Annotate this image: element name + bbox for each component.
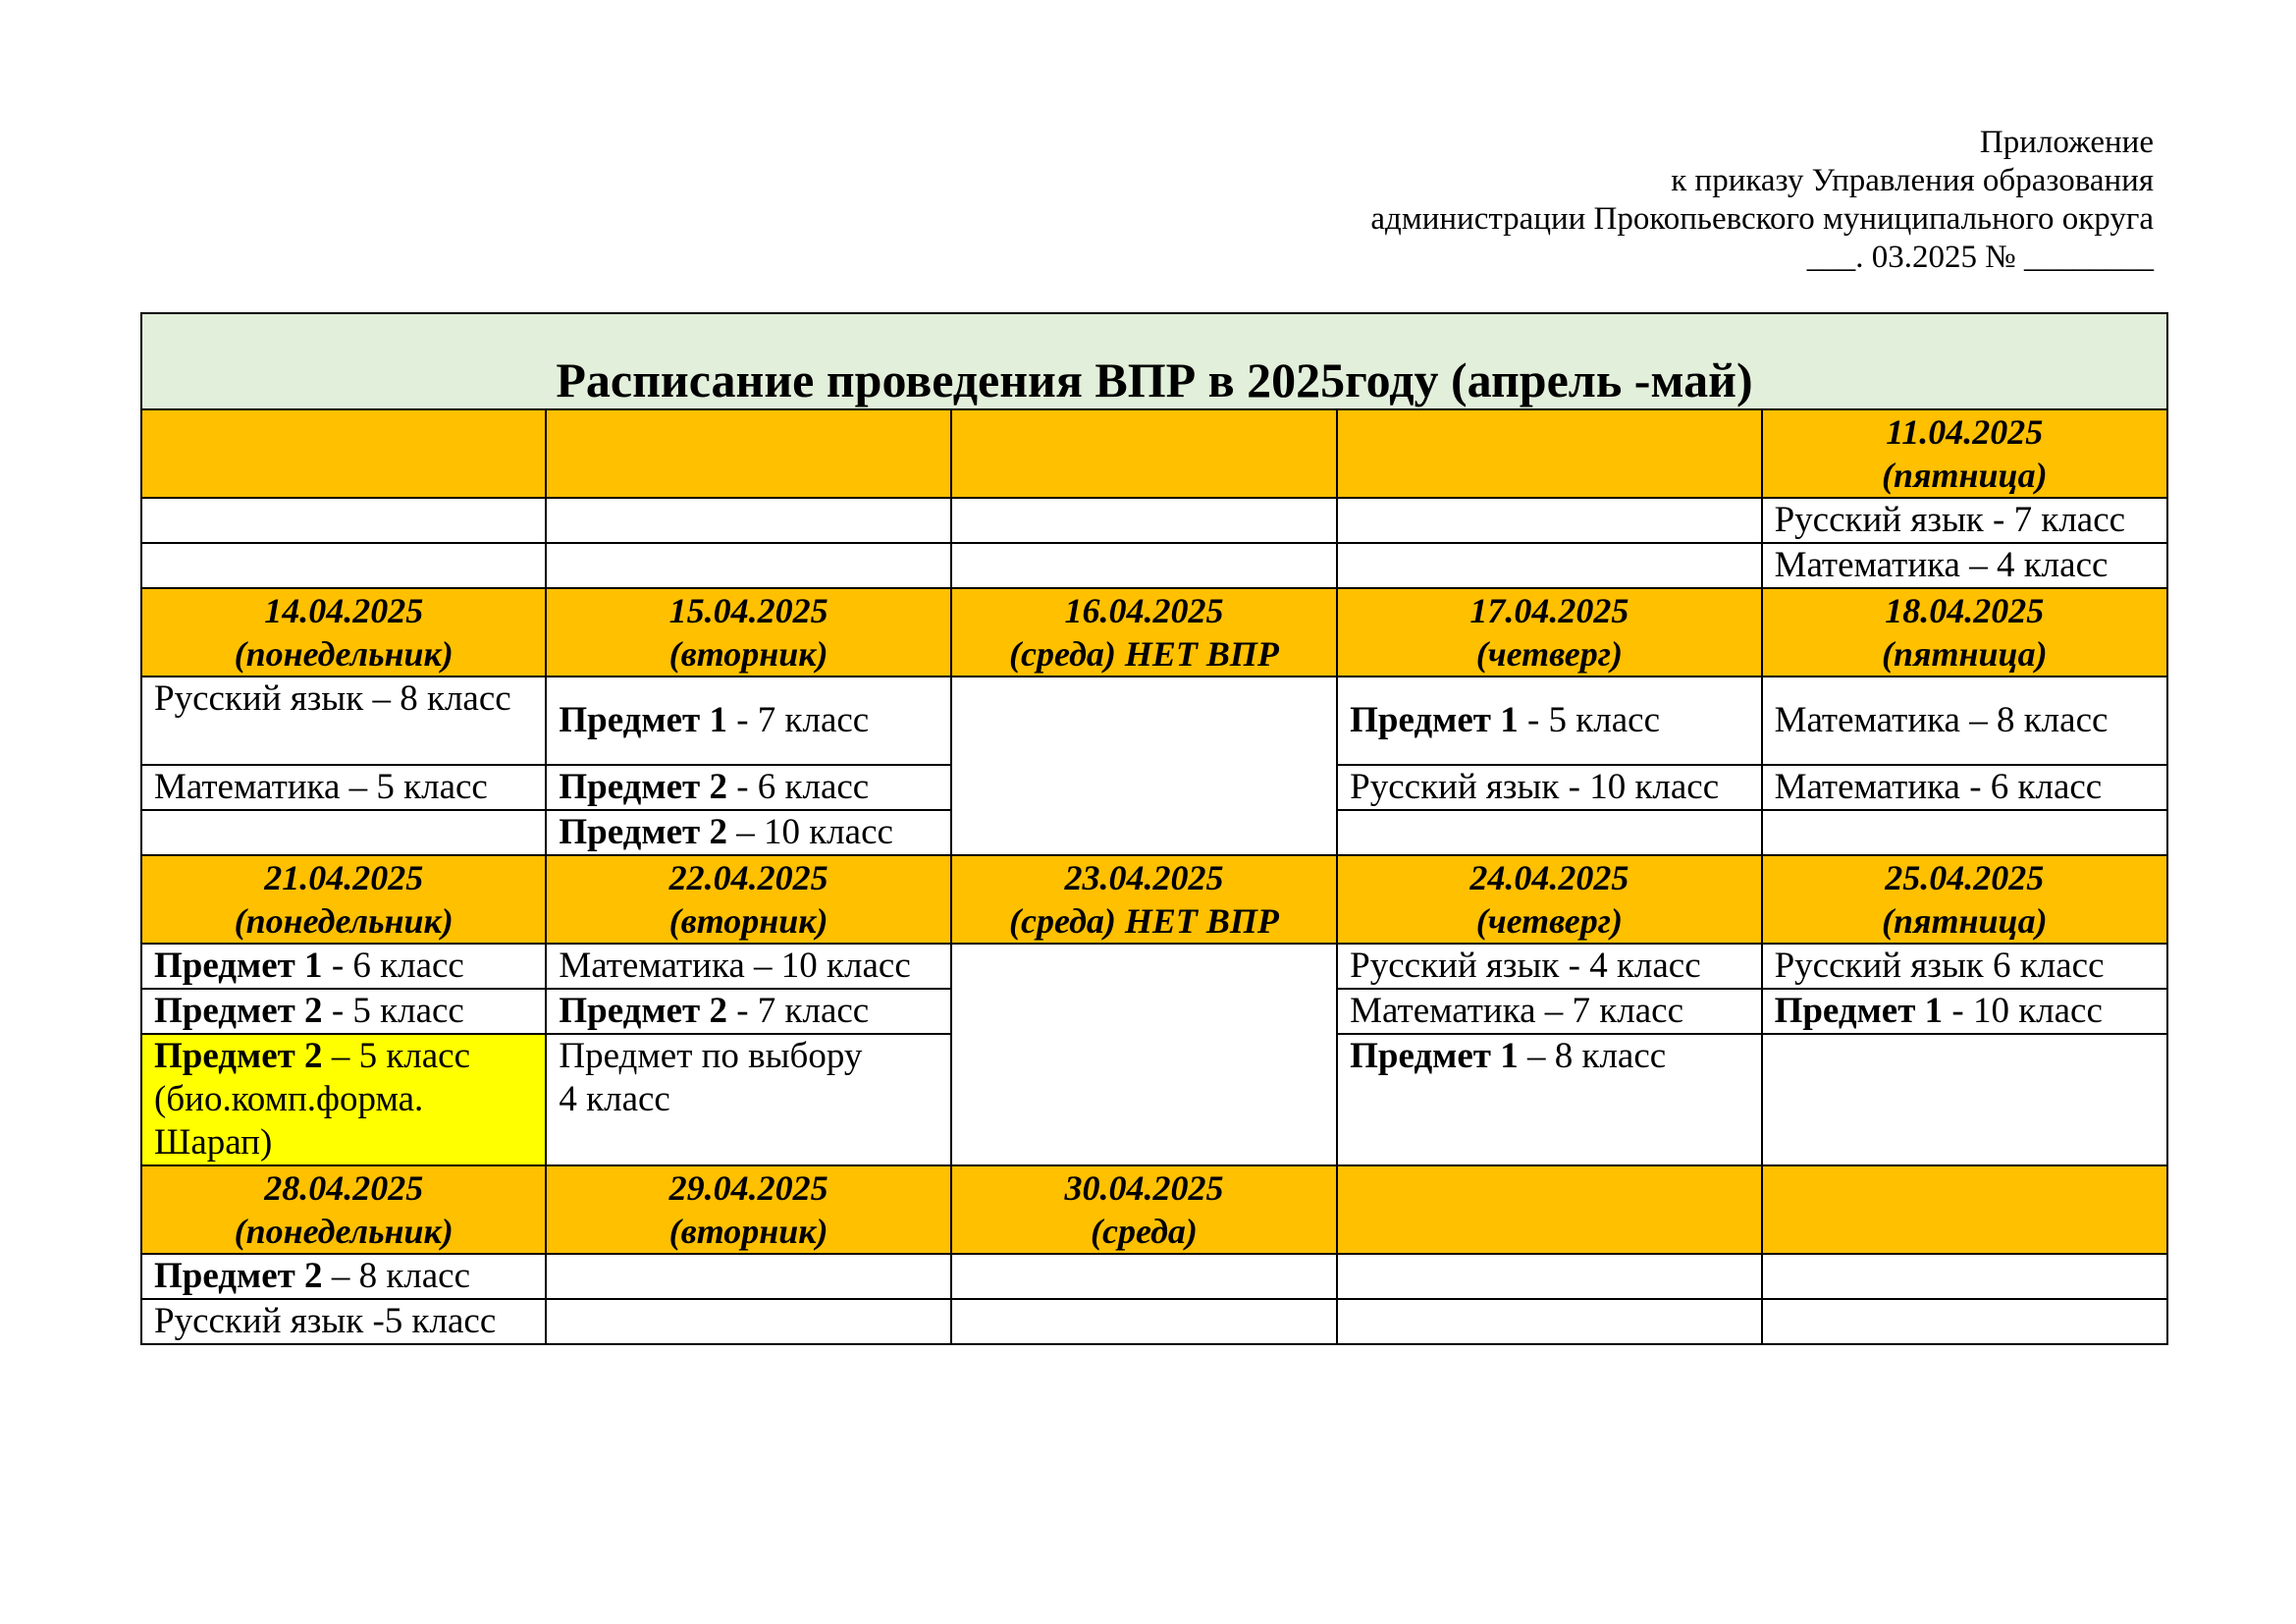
date-label: 24.04.2025 [1469,858,1629,897]
exam-entry: Математика – 4 класс [1762,543,2167,588]
empty-cell [951,1299,1337,1344]
empty-cell [546,543,950,588]
grade-label: - 5 класс [1518,700,1660,740]
date-cell-empty [1337,1165,1761,1254]
weekday-label: (понедельник) [234,1212,454,1251]
date-label: 17.04.2025 [1469,591,1629,630]
date-label: 15.04.2025 [668,591,828,630]
grade-label: - 6 класс [726,767,870,807]
date-cell-22-04 [546,855,950,944]
exam-row [141,944,2167,989]
exam-entry: Русский язык - 10 класс [1337,765,1761,810]
empty-cell [546,498,950,543]
exam-entry [141,944,546,989]
empty-cell [1337,810,1761,855]
weekday-label: (пятница) [1881,456,2048,495]
order-appendix-header [1370,124,2154,277]
date-cell-empty [141,409,546,498]
subject-label: Предмет 1 [1350,700,1519,740]
weekday-label: (пятница) [1881,901,2048,941]
subject-label: Предмет 2 [559,812,727,852]
exam-entry: Математика – 5 класс [141,765,546,810]
weekday-label: (вторник) [668,634,828,674]
grade-label: – 5 класс (био.комп.форма. Шарап) [154,1036,471,1163]
weekday-label: (вторник) [668,1212,828,1251]
subject-label: Предмет 2 [559,991,727,1031]
header-line-date-number: ___. 03.2025 № ________ [1806,240,2154,275]
date-cell-24-04 [1337,855,1761,944]
empty-cell [951,498,1337,543]
empty-cell [1762,810,2167,855]
weekday-label: (вторник) [668,901,828,941]
empty-cell [141,810,546,855]
empty-cell [951,1254,1337,1299]
exam-entry: Русский язык - 4 класс [1337,944,1761,989]
date-cell-empty [951,409,1337,498]
exam-entry: Математика – 10 класс [546,944,950,989]
date-cell-18-04 [1762,588,2167,677]
exam-entry [141,1254,546,1299]
date-label: 11.04.2025 [1886,412,2044,452]
exam-entry: Русский язык - 7 класс [1762,498,2167,543]
weekday-label: (пятница) [1881,634,2048,674]
exam-entry [546,677,950,765]
date-cell-25-04 [1762,855,2167,944]
date-row-week3 [141,855,2167,944]
date-label: 25.04.2025 [1885,858,2045,897]
grade-label: - 7 класс [726,700,870,740]
empty-cell [951,543,1337,588]
date-cell-17-04 [1337,588,1761,677]
exam-entry: Математика – 8 класс [1762,677,2167,765]
date-cell-empty [1337,409,1761,498]
date-cell-empty [546,409,950,498]
empty-cell [141,498,546,543]
weekday-label: (четверг) [1475,901,1623,941]
date-row-week1 [141,409,2167,498]
date-label: 22.04.2025 [668,858,828,897]
empty-cell [1337,1299,1761,1344]
date-label: 18.04.2025 [1885,591,2045,630]
exam-entry [546,810,950,855]
date-cell-28-04 [141,1165,546,1254]
exam-row [141,677,2167,765]
subject-label: Предмет 2 [154,1256,323,1296]
empty-cell [1337,498,1761,543]
date-cell-14-04 [141,588,546,677]
exam-entry: Русский язык -5 класс [141,1299,546,1344]
date-cell-15-04 [546,588,950,677]
vpr-schedule-table [140,312,2168,1345]
subject-label: Предмет 2 [559,767,727,807]
subject-label: Предмет 2 [154,1036,323,1076]
date-row-week2 [141,588,2167,677]
date-label: 28.04.2025 [264,1168,424,1208]
grade-label: – 10 класс [726,812,893,852]
exam-row [141,1299,2167,1344]
date-cell-29-04 [546,1165,950,1254]
title-row [141,313,2167,409]
exam-entry-highlighted [141,1034,546,1165]
empty-cell [1762,1034,2167,1165]
weekday-label: (понедельник) [234,901,454,941]
weekday-label: (четверг) [1475,634,1623,674]
exam-entry: Предмет по выбору 4 класс [546,1034,950,1165]
exam-entry [141,989,546,1034]
exam-entry: Математика – 7 класс [1337,989,1761,1034]
no-exam-cell [951,944,1337,1165]
date-label: 14.04.2025 [264,591,424,630]
weekday-label: (среда) НЕТ ВПР [1009,901,1279,941]
date-label: 16.04.2025 [1064,591,1224,630]
date-label: 29.04.2025 [668,1168,828,1208]
grade-label: - 10 класс [1943,991,2103,1031]
grade-label: - 6 класс [322,946,464,986]
grade-label: - 7 класс [726,991,870,1031]
weekday-label: (среда) НЕТ ВПР [1009,634,1279,674]
date-label: 21.04.2025 [264,858,424,897]
empty-cell [546,1254,950,1299]
date-cell-11-04 [1762,409,2167,498]
exam-row [141,498,2167,543]
date-cell-21-04 [141,855,546,944]
weekday-label: (понедельник) [234,634,454,674]
exam-entry: Русский язык 6 класс [1762,944,2167,989]
exam-entry [546,989,950,1034]
subject-label: Предмет 1 [1350,1036,1519,1076]
empty-cell [546,1299,950,1344]
grade-label: – 8 класс [322,1256,471,1296]
date-cell-23-04 [951,855,1337,944]
subject-label: Предмет 2 [154,991,323,1031]
exam-row [141,543,2167,588]
date-cell-16-04 [951,588,1337,677]
date-label: 30.04.2025 [1064,1168,1224,1208]
exam-entry [546,765,950,810]
subject-label: Предмет 1 [154,946,323,986]
empty-cell [1762,1254,2167,1299]
empty-cell [1337,543,1761,588]
empty-cell [141,543,546,588]
date-cell-30-04 [951,1165,1337,1254]
header-line-administration: администрации Прокопьевского муниципального округа [1370,201,2154,237]
exam-entry [1337,677,1761,765]
subject-label: Предмет 1 [559,700,727,740]
grade-label: – 8 класс [1518,1036,1667,1076]
no-exam-cell [951,677,1337,855]
subject-label: Предмет 1 [1774,991,1944,1031]
header-line-order: к приказу Управления образования [1671,163,2154,198]
exam-row [141,1254,2167,1299]
empty-cell [1762,1299,2167,1344]
schedule-title: Расписание проведения ВПР в 2025году (апрель -май) [141,313,2167,409]
exam-entry: Русский язык – 8 класс [141,677,546,765]
exam-entry [1337,1034,1761,1165]
weekday-label: (среда) [1091,1212,1198,1251]
grade-label: - 5 класс [322,991,464,1031]
exam-entry [1762,989,2167,1034]
exam-entry: Математика - 6 класс [1762,765,2167,810]
date-cell-empty [1762,1165,2167,1254]
date-label: 23.04.2025 [1064,858,1224,897]
header-line-appendix: Приложение [1979,125,2154,160]
empty-cell [1337,1254,1761,1299]
date-row-week4 [141,1165,2167,1254]
